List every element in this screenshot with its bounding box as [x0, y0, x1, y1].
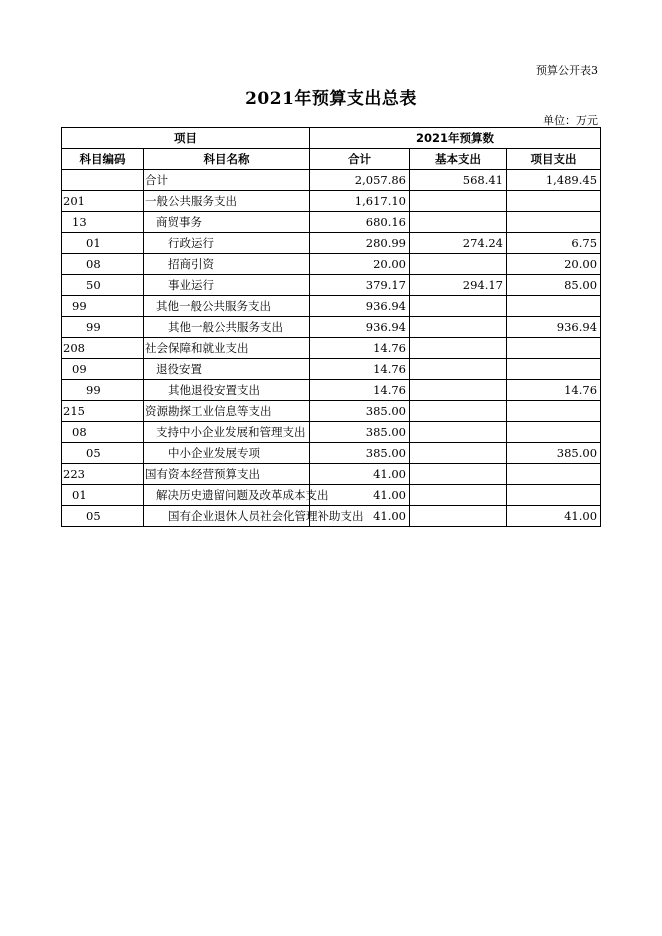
row-code-cell: 208: [62, 338, 144, 359]
row-name-cell: 一般公共服务支出: [144, 191, 310, 212]
row-basic-cell: [410, 485, 507, 506]
row-code-cell: 05: [62, 443, 144, 464]
row-project-cell: 20.00: [507, 254, 601, 275]
row-basic-cell: 568.41: [410, 170, 507, 191]
row-code-cell: 99: [62, 317, 144, 338]
row-project-cell: [507, 296, 601, 317]
row-name-cell: 中小企业发展专项: [144, 443, 310, 464]
row-total-cell: 14.76: [310, 380, 410, 401]
row-total-cell: 14.76: [310, 359, 410, 380]
row-total-cell: 20.00: [310, 254, 410, 275]
budget-table: [61, 127, 601, 527]
row-project-cell: 385.00: [507, 443, 601, 464]
row-total-cell: 41.00: [310, 485, 410, 506]
row-basic-cell: [410, 191, 507, 212]
row-code-cell: 215: [62, 401, 144, 422]
form-number: 预算公开表3: [536, 64, 598, 77]
row-code-cell: 08: [62, 254, 144, 275]
row-project-cell: 14.76: [507, 380, 601, 401]
unit-label: 单位：万元: [543, 114, 598, 127]
row-name-cell: 社会保障和就业支出: [144, 338, 310, 359]
row-basic-cell: [410, 359, 507, 380]
table-row: [62, 443, 601, 464]
table-row: [62, 317, 601, 338]
row-total-cell: 1,617.10: [310, 191, 410, 212]
row-basic-cell: [410, 443, 507, 464]
row-total-cell: 936.94: [310, 317, 410, 338]
row-project-cell: 6.75: [507, 233, 601, 254]
row-basic-cell: 294.17: [410, 275, 507, 296]
row-total-cell: 385.00: [310, 443, 410, 464]
row-code-cell: 201: [62, 191, 144, 212]
table-row: [62, 233, 601, 254]
row-name-cell: 商贸事务: [144, 212, 310, 233]
row-name-cell: 合计: [144, 170, 310, 191]
table-row: [62, 401, 601, 422]
row-total-cell: 379.17: [310, 275, 410, 296]
column-header-total: 合计: [310, 149, 410, 170]
row-project-cell: 41.00: [507, 506, 601, 527]
column-header-name: 科目名称: [144, 149, 310, 170]
table-row: [62, 275, 601, 296]
row-total-cell: 2,057.86: [310, 170, 410, 191]
row-total-cell: 41.00: [310, 506, 410, 527]
row-code-cell: 01: [62, 485, 144, 506]
row-total-cell: 936.94: [310, 296, 410, 317]
table-row: [62, 422, 601, 443]
row-name-cell: 其他退役安置支出: [144, 380, 310, 401]
table-row: [62, 254, 601, 275]
table-row: [62, 296, 601, 317]
row-name-cell: 行政运行: [144, 233, 310, 254]
row-code-cell: 50: [62, 275, 144, 296]
group-header-project: 项目: [62, 128, 310, 149]
row-total-cell: 385.00: [310, 422, 410, 443]
row-total-cell: 14.76: [310, 338, 410, 359]
row-project-cell: [507, 485, 601, 506]
row-project-cell: [507, 359, 601, 380]
row-code-cell: 01: [62, 233, 144, 254]
row-basic-cell: 274.24: [410, 233, 507, 254]
row-name-cell: 支持中小企业发展和管理支出: [144, 422, 310, 443]
row-basic-cell: [410, 380, 507, 401]
row-code-cell: 223: [62, 464, 144, 485]
row-code-cell: 09: [62, 359, 144, 380]
row-project-cell: [507, 422, 601, 443]
row-code-cell: 08: [62, 422, 144, 443]
row-name-cell: 其他一般公共服务支出: [144, 296, 310, 317]
row-total-cell: 385.00: [310, 401, 410, 422]
row-project-cell: [507, 464, 601, 485]
row-name-cell: 招商引资: [144, 254, 310, 275]
row-total-cell: 280.99: [310, 233, 410, 254]
row-name-cell: 退役安置: [144, 359, 310, 380]
row-name-cell: 国有企业退休人员社会化管理补助支出: [144, 506, 310, 527]
column-header-code: 科目编码: [62, 149, 144, 170]
row-code-cell: 13: [62, 212, 144, 233]
row-basic-cell: [410, 422, 507, 443]
row-project-cell: 85.00: [507, 275, 601, 296]
row-basic-cell: [410, 506, 507, 527]
column-header-project: 项目支出: [507, 149, 601, 170]
row-basic-cell: [410, 212, 507, 233]
table-row: [62, 380, 601, 401]
row-project-cell: 1,489.45: [507, 170, 601, 191]
row-code-cell: 99: [62, 380, 144, 401]
column-header-basic: 基本支出: [410, 149, 507, 170]
row-name-cell: 解决历史遗留问题及改革成本支出: [144, 485, 310, 506]
table-row: [62, 212, 601, 233]
table-row: [62, 191, 601, 212]
row-project-cell: [507, 338, 601, 359]
row-basic-cell: [410, 338, 507, 359]
table-row: [62, 506, 601, 527]
row-project-cell: [507, 191, 601, 212]
table-row: [62, 338, 601, 359]
row-code-cell: 05: [62, 506, 144, 527]
row-basic-cell: [410, 464, 507, 485]
row-name-cell: 资源勘探工业信息等支出: [144, 401, 310, 422]
row-total-cell: 41.00: [310, 464, 410, 485]
page-title: 2021年预算支出总表: [245, 89, 417, 109]
table-row: [62, 464, 601, 485]
row-project-cell: [507, 401, 601, 422]
row-code-cell: [62, 170, 144, 191]
row-code-cell: 99: [62, 296, 144, 317]
row-basic-cell: [410, 401, 507, 422]
row-name-cell: 其他一般公共服务支出: [144, 317, 310, 338]
table-row: [62, 170, 601, 191]
column-header-row: [62, 149, 601, 170]
row-total-cell: 680.16: [310, 212, 410, 233]
row-basic-cell: [410, 296, 507, 317]
group-header-budget: 2021年预算数: [310, 128, 601, 149]
row-name-cell: 事业运行: [144, 275, 310, 296]
table-row: [62, 359, 601, 380]
row-project-cell: 936.94: [507, 317, 601, 338]
row-name-cell: 国有资本经营预算支出: [144, 464, 310, 485]
row-basic-cell: [410, 317, 507, 338]
row-basic-cell: [410, 254, 507, 275]
group-header-row: [62, 128, 601, 149]
table-row: [62, 485, 601, 506]
row-project-cell: [507, 212, 601, 233]
